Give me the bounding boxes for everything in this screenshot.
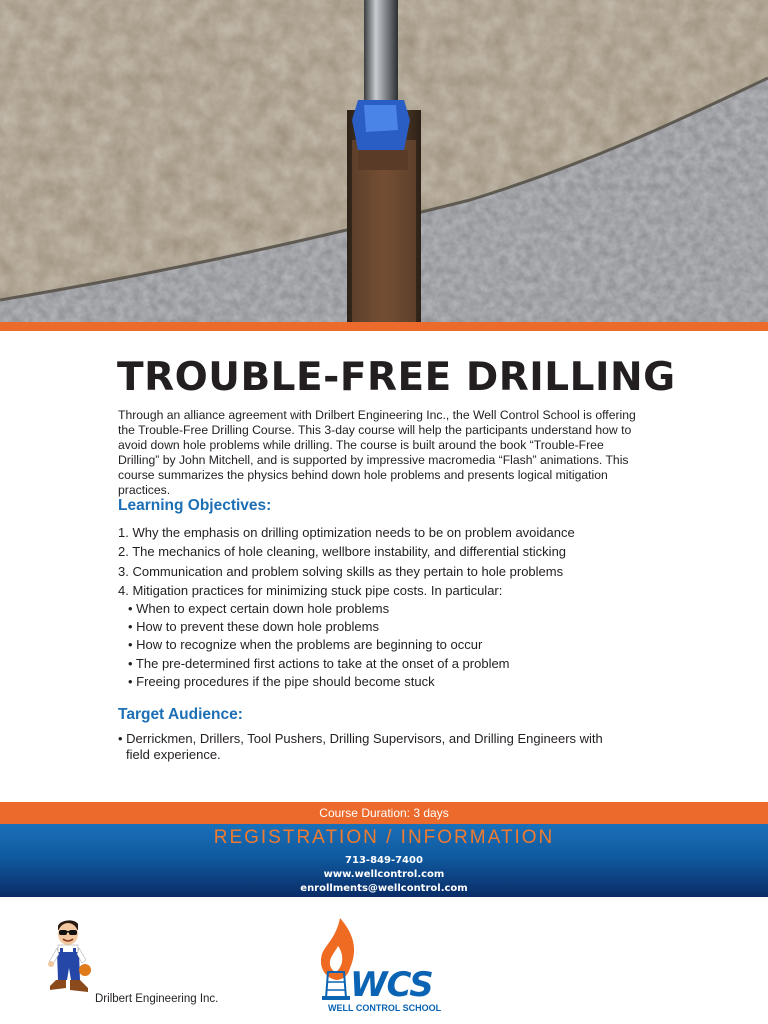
registration-panel	[0, 824, 768, 897]
registration-title: REGISTRATION / INFORMATION	[213, 827, 555, 848]
list-item: • How to recognize when the problems are beginning to occur	[128, 637, 483, 653]
phone-number: 713-849-7400	[345, 855, 423, 866]
page-title: TROUBLE-FREE DRILLING	[117, 355, 676, 400]
hero-drilling-image	[0, 0, 768, 322]
website-link[interactable]: www.wellcontrol.com	[323, 869, 445, 880]
drilbert-mascot-icon	[44, 918, 94, 1004]
wcs-name: WELL CONTROL SCHOOL	[328, 1003, 442, 1013]
drilbert-label: Drilbert Engineering Inc.	[95, 993, 219, 1005]
list-item: • The pre-determined first actions to take at the onset of a problem	[128, 655, 510, 671]
orange-divider-bar	[0, 322, 768, 331]
list-item: 1. Why the emphasis on drilling optimization needs to be on problem avoidance	[118, 525, 575, 540]
target-audience-heading: Target Audience:	[118, 706, 243, 723]
intro-paragraph: Through an alliance agreement with Drilbert Engineering Inc., the Well Control School is offering the Trouble-Free Drilling Course. This 3-day course will help the participants understand how to avoid down hole problems while drilling. The course is built around the book “Trouble-Free Drilling” by John Mitchell, and is supported by impressive macromedia “Flash” animations. This course summarizes the physics behind down hole problems and presents logical mitigation practices.	[118, 408, 636, 497]
list-item: • When to expect certain down hole problems	[128, 601, 390, 616]
list-item: 2. The mechanics of hole cleaning, wellbore instability, and differential sticking	[118, 544, 567, 560]
course-duration-bar: Course Duration: 3 days	[0, 802, 768, 824]
wcs-logo-icon	[314, 916, 454, 1014]
list-item: 4. Mitigation practices for minimizing stuck pipe costs. In particular:	[118, 582, 503, 598]
list-item: • How to prevent these down hole problems	[128, 619, 379, 635]
target-audience-text: • Derrickmen, Drillers, Tool Pushers, Drilling Supervisors, and Drilling Engineers with field experience.	[118, 731, 603, 762]
objectives-list	[118, 523, 718, 600]
list-item: 3. Communication and problem solving skills as they pertain to hole problems	[118, 563, 564, 579]
list-item: • Freeing procedures if the pipe should become stuck	[128, 673, 435, 689]
learning-objectives-heading: Learning Objectives:	[118, 497, 272, 514]
mitigation-sub-list	[128, 600, 688, 691]
email-link[interactable]: enrollments@wellcontrol.com	[300, 883, 468, 894]
wcs-abbrev: WCS	[350, 965, 433, 1005]
